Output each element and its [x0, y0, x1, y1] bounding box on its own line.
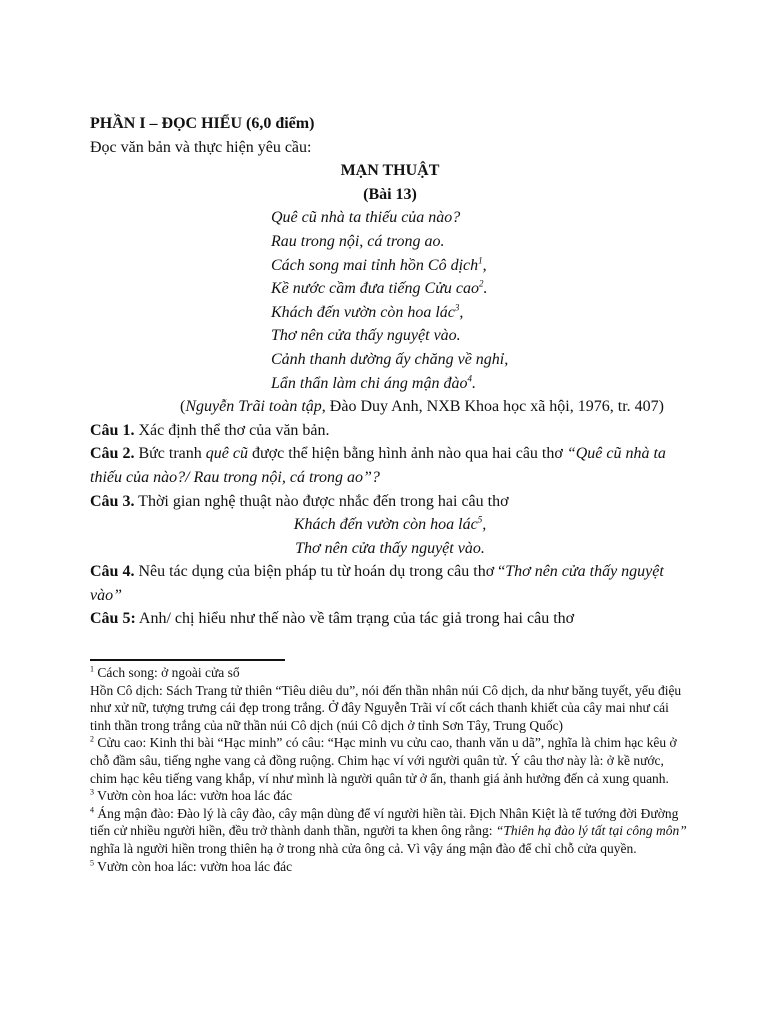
footnote-ref: 2	[479, 278, 484, 289]
footnote-ref: 1	[478, 255, 483, 266]
footnote: $^5$ Vườn còn hoa lác: vườn hoa lác đác	[90, 858, 293, 874]
instruction: Đọc văn bản và thực hiện yêu cầu:	[90, 138, 312, 156]
question-5: Câu 5: Anh/ chị hiểu như thế nào về tâm trạng của tác giả trong hai câu thơ	[90, 610, 575, 628]
poem-title: MẠN THUẬT	[340, 162, 440, 180]
poem-subtitle: (Bài 13)	[363, 185, 417, 203]
question-3-verse: Khách đến vườn còn hoa lác$^5$,	[293, 514, 487, 534]
poem-line: Rau trong nội, cá trong ao.	[271, 232, 445, 250]
footnote-ref: 4	[467, 373, 472, 384]
poem-line: Cách song mai tỉnh hồn Cô dịch$^1$,	[271, 255, 487, 274]
question-1: Câu 1. Xác định thể thơ của văn bản.	[90, 421, 330, 439]
poem	[90, 206, 690, 395]
document-body	[90, 112, 690, 631]
poem-line: Thơ nên cửa thấy nguyệt vào.	[271, 327, 461, 345]
question-2: Câu 2. Bức tranh quê cũ được thể hiện bằng hình ảnh nào qua hai câu thơ “Quê cũ nhà ta thiếu của nào?/ Rau trong nội, cá trong ao”?	[90, 445, 666, 486]
poem-line: Lẩn thẩn làm chi áng mận đào$^4$.	[271, 373, 476, 392]
poem-source: (Nguyễn Trãi toàn tập, Đào Duy Anh, NXB Khoa học xã hội, 1976, tr. 407)	[180, 398, 664, 416]
question-3: Câu 3. Thời gian nghệ thuật nào được nhắc đến trong hai câu thơ	[90, 492, 509, 510]
footnote-ref: 3	[454, 302, 460, 313]
footnote: Hồn Cô dịch: Sách Trang tử thiên “Tiêu diêu du”, nói đến thần nhân núi Cô dịch, da như băng tuyết, yểu điệu như xử nữ, tượng trưng cái đẹp trong trắng. Ở đây Nguyễn Trãi ví cốt cách thanh khiết của cây mai như cái tinh thần trong trắng của nữ thần núi Cô dịch (núi Cô dịch ở tỉnh Sơn Tây, Trung Quốc)	[90, 682, 682, 733]
footnote: $^1$ Cách song: ở ngoài cửa sổ	[90, 664, 240, 680]
poem-line: Khách đến vườn còn hoa lác$^3$,	[271, 302, 464, 321]
footnote: $^4$ Áng mận đào: Đào lý là cây đào, cây mận dùng để ví người hiền tài. Địch Nhân Kiệt là tể tướng đời Đường tiến cử nhiều người hiền, đều trở thành danh thần, người ta khen ông rằng: “Thiên hạ đào lý tất tại công môn” nghĩa là người hiền trong thiên hạ ở trong nhà cửa ông cả. Vì vậy áng mận đào để chỉ chỗ cửa quyền.	[90, 805, 687, 856]
footnotes	[90, 664, 688, 875]
footnote-separator	[90, 659, 285, 661]
poem-line: Quê cũ nhà ta thiếu của nào?	[271, 209, 461, 227]
question-4: Câu 4. Nêu tác dụng của biện pháp tu từ hoán dụ trong câu thơ “Thơ nên cửa thấy nguyệt vào”	[90, 563, 664, 604]
footnote-ref: 5	[477, 514, 483, 525]
poem-line: Cảnh thanh dường ấy chăng về nghỉ,	[271, 350, 509, 368]
footnote: $^3$ Vườn còn hoa lác: vườn hoa lác đác	[90, 787, 293, 804]
question-3-verse: Thơ nên cửa thấy nguyệt vào.	[295, 539, 485, 557]
part-heading: PHẦN I – ĐỌC HIỂU (6,0 điểm)	[90, 115, 315, 132]
footnote: $^2$ Cửu cao: Kinh thi bài “Hạc minh” có câu: “Hạc minh vu cửu cao, thanh văn u dã”, nghĩa là chim hạc kêu ở chỗ đầm sâu, tiếng nghe vang cả đồng ruộng. Chim hạc ví với người quân tử. Ý câu thơ này là: ở kề nước, chim hạc kêu tiếng vang khắp, ví như mình là người quân tử ở ẩn, thanh giá ảnh hưởng đến cả xung quanh.	[90, 734, 677, 786]
poem-line: Kề nước cầm đưa tiếng Cửu cao$^2$.	[271, 278, 488, 298]
